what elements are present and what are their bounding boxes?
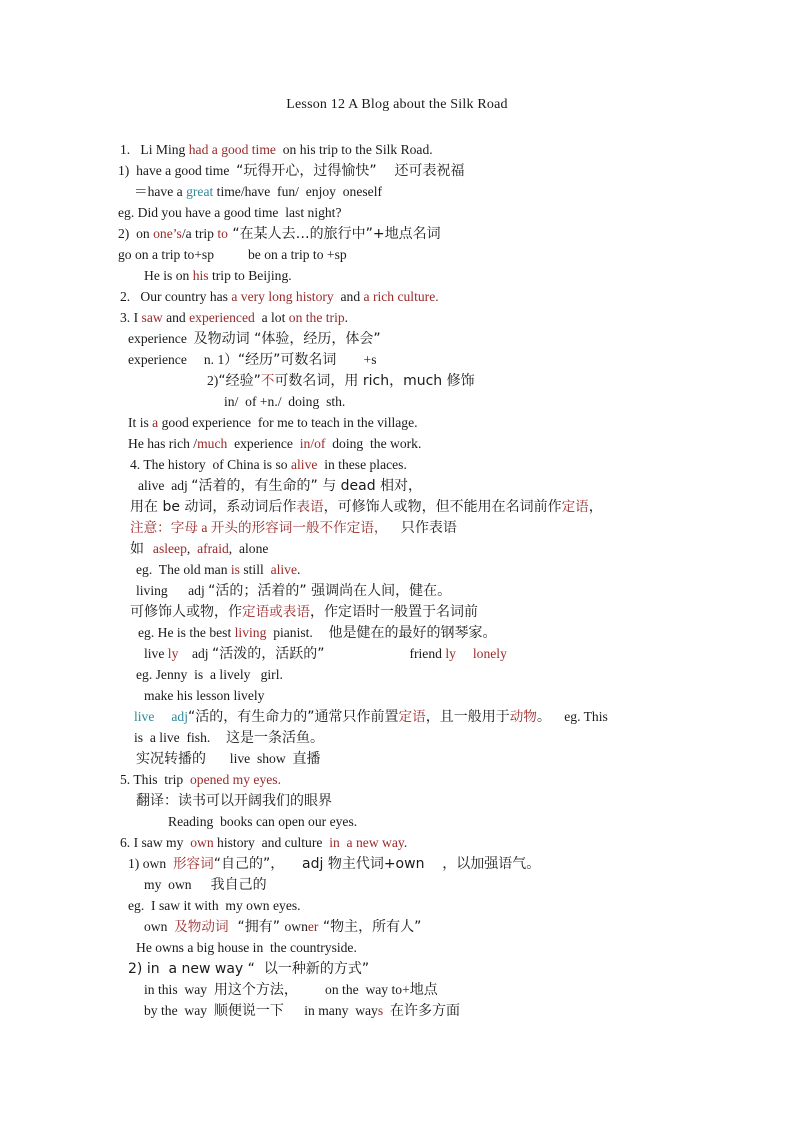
highlighted-text: his (192, 268, 209, 283)
text-line (128, 413, 418, 433)
text-line (144, 1001, 460, 1021)
line-text: alive adj (138, 478, 192, 493)
highlighted-text: a (152, 415, 159, 430)
line-text: . (403, 835, 408, 850)
line-text: . (344, 310, 349, 325)
text-line (120, 770, 281, 790)
line-text: 我自己的 (201, 877, 267, 893)
text-line (138, 476, 422, 496)
line-text: is a live fish. (134, 730, 218, 745)
highlighted-text: ly (445, 646, 456, 661)
line-text: “活的；活着的” 强调尚在人间，健在。 (208, 583, 452, 599)
highlighted-text: had a good time (188, 142, 276, 157)
line-text: my own (144, 877, 202, 892)
text-line (130, 497, 603, 517)
line-text: 在许多方面 (389, 1003, 460, 1019)
line-text: 直播 (292, 751, 321, 767)
highlighted-text: 定语或表语 (242, 604, 310, 619)
highlighted-text: a very long history (231, 289, 334, 304)
line-text: ＝have a (134, 184, 187, 199)
text-line (128, 896, 301, 916)
line-text: He is on (144, 268, 193, 283)
highlighted-text: asleep (152, 541, 187, 556)
line-text: “经历”可数名词 (237, 352, 337, 368)
line-text: pianist. (266, 625, 320, 640)
line-text: go on a trip to+sp be on a trip to +sp (118, 247, 347, 262)
highlighted-text: opened my eyes. (190, 772, 281, 787)
teal-text: live (134, 709, 155, 724)
line-text: 2) (207, 373, 219, 388)
line-text: /a trip (181, 226, 218, 241)
line-text: +s (336, 352, 377, 367)
text-line (144, 917, 421, 937)
highlighted-text: alive (270, 562, 297, 577)
text-line (144, 266, 292, 286)
line-text: eg. The old man (136, 562, 231, 577)
highlighted-text: in a new way (329, 835, 404, 850)
text-line (120, 308, 348, 328)
line-text: He owns a big house in the countryside. (136, 940, 357, 955)
text-line (136, 938, 357, 958)
highlighted-text: on the trip (288, 310, 345, 325)
line-text: 6. I saw my (120, 835, 191, 850)
line-text: eg. He is the best (138, 625, 235, 640)
line-text: ， (588, 499, 603, 515)
line-text: “物主，所有人” (318, 919, 422, 935)
text-line (128, 329, 381, 349)
line-text: a lot (254, 310, 289, 325)
line-text: good experience for me to teach in the village. (158, 415, 418, 430)
highlighted-text: experienced (189, 310, 255, 325)
line-text: own (284, 919, 308, 934)
line-text: 翻译：读书可以开阔我们的眼界 (136, 793, 332, 809)
line-text: experience n. 1） (128, 352, 238, 367)
line-text (154, 709, 171, 724)
line-text: history and culture (213, 835, 330, 850)
highlighted-text: 动物 (509, 709, 537, 724)
line-text: live show (206, 751, 293, 766)
line-text: make his lesson lively (144, 688, 265, 703)
line-text: and (162, 310, 190, 325)
text-line (130, 539, 268, 559)
highlighted-text: afraid (197, 541, 229, 556)
text-line (144, 686, 264, 706)
line-text: eg. Jenny is a lively girl. (136, 667, 283, 682)
line-text: 。 (536, 709, 565, 725)
line-text: in many way (283, 1003, 378, 1018)
line-text: time/have fun/ enjoy oneself (213, 184, 383, 199)
highlighted-text: in/of (299, 436, 326, 451)
line-text: He has rich / (128, 436, 198, 451)
highlighted-text: er (307, 919, 319, 934)
line-text: adj (178, 646, 212, 661)
highlighted-text: a rich culture. (363, 289, 439, 304)
text-line (136, 560, 300, 580)
line-text: by the way (144, 1003, 214, 1018)
text-line (134, 707, 608, 727)
line-text: 2) in a new way “ 以一种新的方式” (128, 961, 370, 977)
line-text: live (144, 646, 168, 661)
line-text: 用在 be 动词，系动词后作 (130, 499, 297, 515)
line-text: 2. Our country has (120, 289, 232, 304)
line-text: on his trip to the Silk Road. (275, 142, 433, 157)
line-text: 1) have a good time (118, 163, 237, 178)
line-text: 1. Li Ming (120, 142, 189, 157)
lesson-title: Lesson 12 A Blog about the Silk Road (286, 97, 508, 112)
line-text: still (239, 562, 271, 577)
line-text: “活泼的，活跃的” (211, 646, 325, 662)
line-text: doing the work. (325, 436, 422, 451)
line-text: 这是一条活鱼。 (217, 730, 324, 746)
highlighted-text: is (230, 562, 240, 577)
line-text: 4. The history of China is so (130, 457, 291, 472)
line-text: 只作表语 (387, 520, 457, 536)
text-line (128, 434, 421, 454)
text-line (136, 791, 332, 811)
text-line (128, 350, 377, 370)
text-line (130, 518, 457, 538)
text-line (130, 602, 478, 622)
line-text: “自己的”， adj 物主代词+own ，以加强语气。 (213, 856, 541, 872)
highlighted-text: much (197, 436, 228, 451)
teal-text: great (186, 184, 214, 199)
text-line (136, 665, 283, 685)
line-text: 5. This trip (120, 772, 190, 787)
highlighted-text: 注意：字母 a 开头的形容词一般不作定语， (130, 520, 388, 535)
line-text: on the way to+ (297, 982, 410, 997)
line-text: , (186, 541, 198, 556)
line-text: “活的，有生命力的”通常只作前置 (188, 709, 399, 725)
text-line (118, 245, 347, 265)
teal-text: adj (171, 709, 188, 724)
line-text: 1) own (128, 856, 173, 871)
line-text: . (296, 562, 301, 577)
line-text: friend (324, 646, 446, 661)
line-text: “在某人去…的旅行中”+地点名词 (227, 226, 441, 242)
highlighted-text: 表语 (296, 499, 324, 514)
line-text: trip to Beijing. (208, 268, 292, 283)
text-line (138, 623, 497, 643)
line-text: 如 (130, 541, 153, 557)
highlighted-text: ly (167, 646, 179, 661)
line-text: in this way (144, 982, 214, 997)
text-line (136, 749, 320, 769)
line-text: “经验” (218, 373, 261, 389)
line-text (383, 1003, 390, 1018)
line-text: 地点 (409, 982, 438, 998)
line-text: Reading books can open our eyes. (168, 814, 358, 829)
text-line (134, 182, 382, 202)
line-text: eg. I saw it with my own eyes. (128, 898, 301, 913)
highlighted-text: living (234, 625, 267, 640)
line-text: 实况转播的 (136, 751, 206, 767)
text-line (136, 581, 451, 601)
highlighted-text: 定语 (561, 499, 589, 514)
line-text: experience (227, 436, 300, 451)
line-text: It is (128, 415, 153, 430)
line-text: in/ of +n./ doing sth. (224, 394, 346, 409)
text-line (128, 854, 540, 874)
line-text: 2) on (118, 226, 154, 241)
highlighted-text: 不 (260, 373, 275, 388)
line-text: ，且一般用于 (425, 709, 510, 725)
line-text: own (144, 919, 175, 934)
line-text: living adj (136, 583, 209, 598)
line-text: “活着的，有生命的” 与 dead 相对， (191, 478, 423, 494)
highlighted-text: own (190, 835, 214, 850)
highlighted-text: lonely (455, 646, 507, 661)
text-line (144, 875, 267, 895)
text-line (118, 224, 441, 244)
line-text: 可数名词，用 rich，much 修饰 (274, 373, 475, 389)
line-text: experience (128, 331, 194, 346)
line-text: ，可修饰人或物，但不能用在名词前作 (323, 499, 562, 515)
line-text: and (333, 289, 364, 304)
text-line (120, 140, 433, 160)
highlighted-text: to (217, 226, 228, 241)
line-text: 及物动词 “体验，经历，体会” (193, 331, 381, 347)
line-text: “拥有” (228, 919, 285, 935)
text-line (118, 161, 464, 181)
highlighted-text: saw (141, 310, 163, 325)
highlighted-text: 定语 (398, 709, 426, 724)
line-text: 顺便说一下 (213, 1003, 284, 1019)
text-line (207, 371, 475, 391)
text-line (144, 980, 438, 1000)
line-text: eg. Did you have a good time last night? (118, 205, 342, 220)
highlighted-text: one’s (153, 226, 182, 241)
highlighted-text: 及物动词 (174, 919, 229, 934)
text-line (118, 203, 342, 223)
line-text: , alone (228, 541, 269, 556)
line-text: ，作定语时一般置于名词前 (309, 604, 478, 620)
highlighted-text: 形容词 (172, 856, 214, 871)
text-line (224, 392, 345, 412)
text-line (144, 644, 507, 664)
text-line (120, 287, 439, 307)
text-line (134, 728, 324, 748)
line-text: 3. I (120, 310, 142, 325)
text-line (120, 833, 407, 853)
text-line (130, 455, 407, 475)
line-text: “玩得开心，过得愉快” 还可表祝福 (236, 163, 465, 179)
text-line (128, 959, 369, 979)
line-text: 他是健在的最好的钢琴家。 (319, 625, 497, 641)
line-text: in these places. (317, 457, 407, 472)
line-text: 用这个方法， (213, 982, 298, 998)
highlighted-text: s (377, 1003, 384, 1018)
text-line (168, 812, 357, 832)
line-text: eg. This (564, 709, 608, 724)
line-text: 可修饰人或物，作 (130, 604, 242, 620)
highlighted-text: alive (290, 457, 318, 472)
